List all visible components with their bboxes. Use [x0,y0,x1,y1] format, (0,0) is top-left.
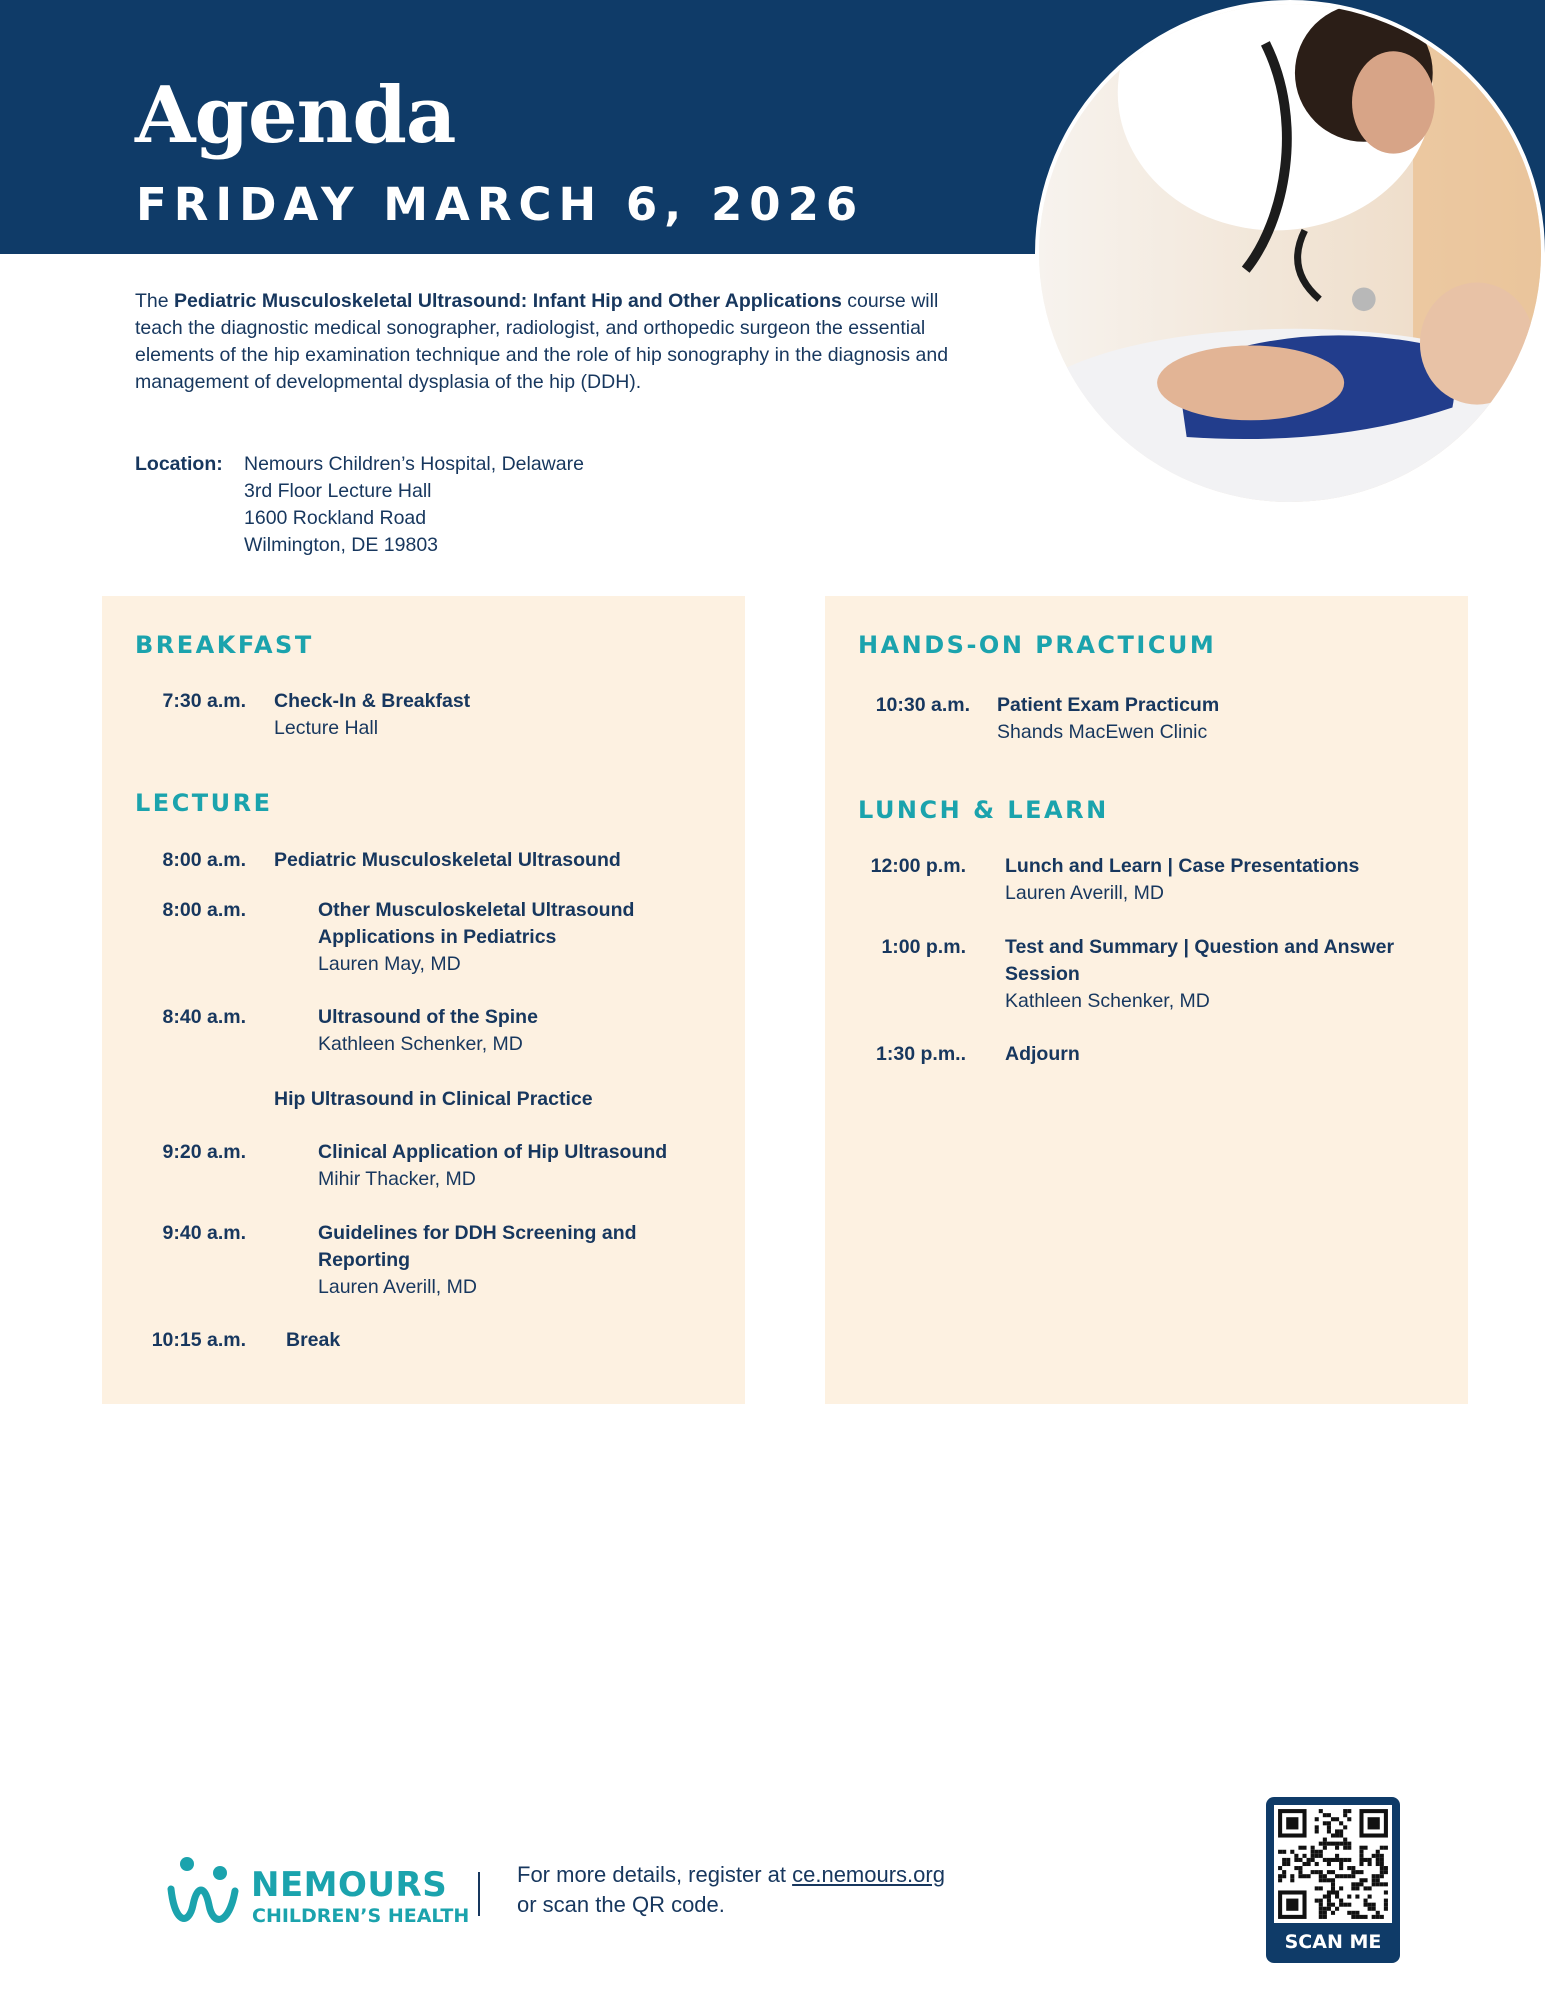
agenda-subtitle: Shands MacEwen Clinic [997,721,1208,743]
agenda-title: Ultrasound of the Spine [318,1006,538,1028]
agenda-time: 8:40 a.m. [162,1006,246,1028]
qr-code-icon [1274,1805,1392,1923]
location-label: Location: [135,453,223,475]
agenda-title: Break [286,1329,341,1351]
agenda-time: 8:00 a.m. [162,899,246,921]
agenda-time: 12:00 p.m. [870,855,966,877]
course-description: The Pediatric Musculoskeletal Ultrasound: Infant Hip and Other Applications course will teach the diagnostic medical sonographer, radiologist, and orthopedic surgeon the essential elements of the hip examination technique and the role of hip sonography in the diagnosis and management of developmental dysplasia of the hip (DDH). [135,290,949,393]
agenda-title: Test and Summary | Question and Answer Session [1005,936,1395,985]
agenda-title: Adjourn [1005,1043,1080,1065]
logo-name: NEMOURS [251,1865,448,1905]
agenda-title: Other Musculoskeletal Ultrasound Applications in Pediatrics [318,899,635,948]
footer-line2: or scan the QR code. [517,1892,725,1917]
agenda-speaker: Kathleen Schenker, MD [1005,990,1210,1012]
agenda-subsection-title: Hip Ultrasound in Clinical Practice [274,1088,593,1110]
location-block [135,451,584,559]
agenda-speaker: Kathleen Schenker, MD [318,1033,523,1055]
agenda-title: Check-In & Breakfast [274,690,471,712]
location-line: Wilmington, DE 19803 [244,534,439,556]
schedule-panel-left [102,596,745,1404]
footer-divider [478,1872,480,1916]
section-heading-lunch: LUNCH & LEARN [858,796,1109,824]
nemours-logo [165,1855,470,1930]
agenda-time: 10:30 a.m. [875,694,970,716]
page-title: Agenda [135,70,456,161]
agenda-time: 1:30 p.m.. [876,1043,966,1065]
event-date: FRIDAY MARCH 6, 2026 [136,178,865,231]
agenda-speaker: Lauren May, MD [318,953,461,975]
agenda-time: 9:20 a.m. [162,1141,246,1163]
footer-registration-text: For more details, register at ce.nemours.org or scan the QR code. [517,1860,945,1920]
agenda-time: 8:00 a.m. [162,849,246,871]
agenda-title: Guidelines for DDH Screening and Reporting [318,1222,637,1271]
qr-code-card[interactable] [1266,1797,1400,1963]
schedule-panel-right [825,596,1468,1404]
course-name: Pediatric Musculoskeletal Ultrasound: Infant Hip and Other Applications [174,290,842,312]
agenda-speaker: Lauren Averill, MD [1005,882,1164,904]
section-heading-breakfast: BREAKFAST [135,631,314,659]
location-line: 1600 Rockland Road [244,507,427,529]
agenda-title: Clinical Application of Hip Ultrasound [318,1141,668,1163]
agenda-time: 1:00 p.m. [881,936,966,958]
logo-subtitle: CHILDREN’S HEALTH [252,1905,470,1927]
section-heading-lecture: LECTURE [135,789,273,817]
agenda-title: Patient Exam Practicum [997,694,1220,716]
register-link[interactable]: ce.nemours.org [792,1862,945,1887]
agenda-title: Lunch and Learn | Case Presentations [1005,855,1360,877]
agenda-speaker: Lauren Averill, MD [318,1276,477,1298]
section-heading-practicum: HANDS-ON PRACTICUM [858,631,1217,659]
agenda-time: 9:40 a.m. [162,1222,246,1244]
agenda-time: 7:30 a.m. [162,690,246,712]
location-line: 3rd Floor Lecture Hall [244,480,432,502]
agenda-title: Pediatric Musculoskeletal Ultrasound [274,849,621,871]
location-line: Nemours Children’s Hospital, Delaware [244,453,584,475]
agenda-speaker: Mihir Thacker, MD [318,1168,476,1190]
qr-code[interactable] [1274,1805,1392,1923]
scan-me-label: SCAN ME [1284,1931,1382,1953]
doctor-infant-photo [1035,0,1545,506]
nemours-logo-icon [165,1855,241,1930]
agenda-time: 10:15 a.m. [151,1329,246,1351]
agenda-subtitle: Lecture Hall [274,717,379,739]
